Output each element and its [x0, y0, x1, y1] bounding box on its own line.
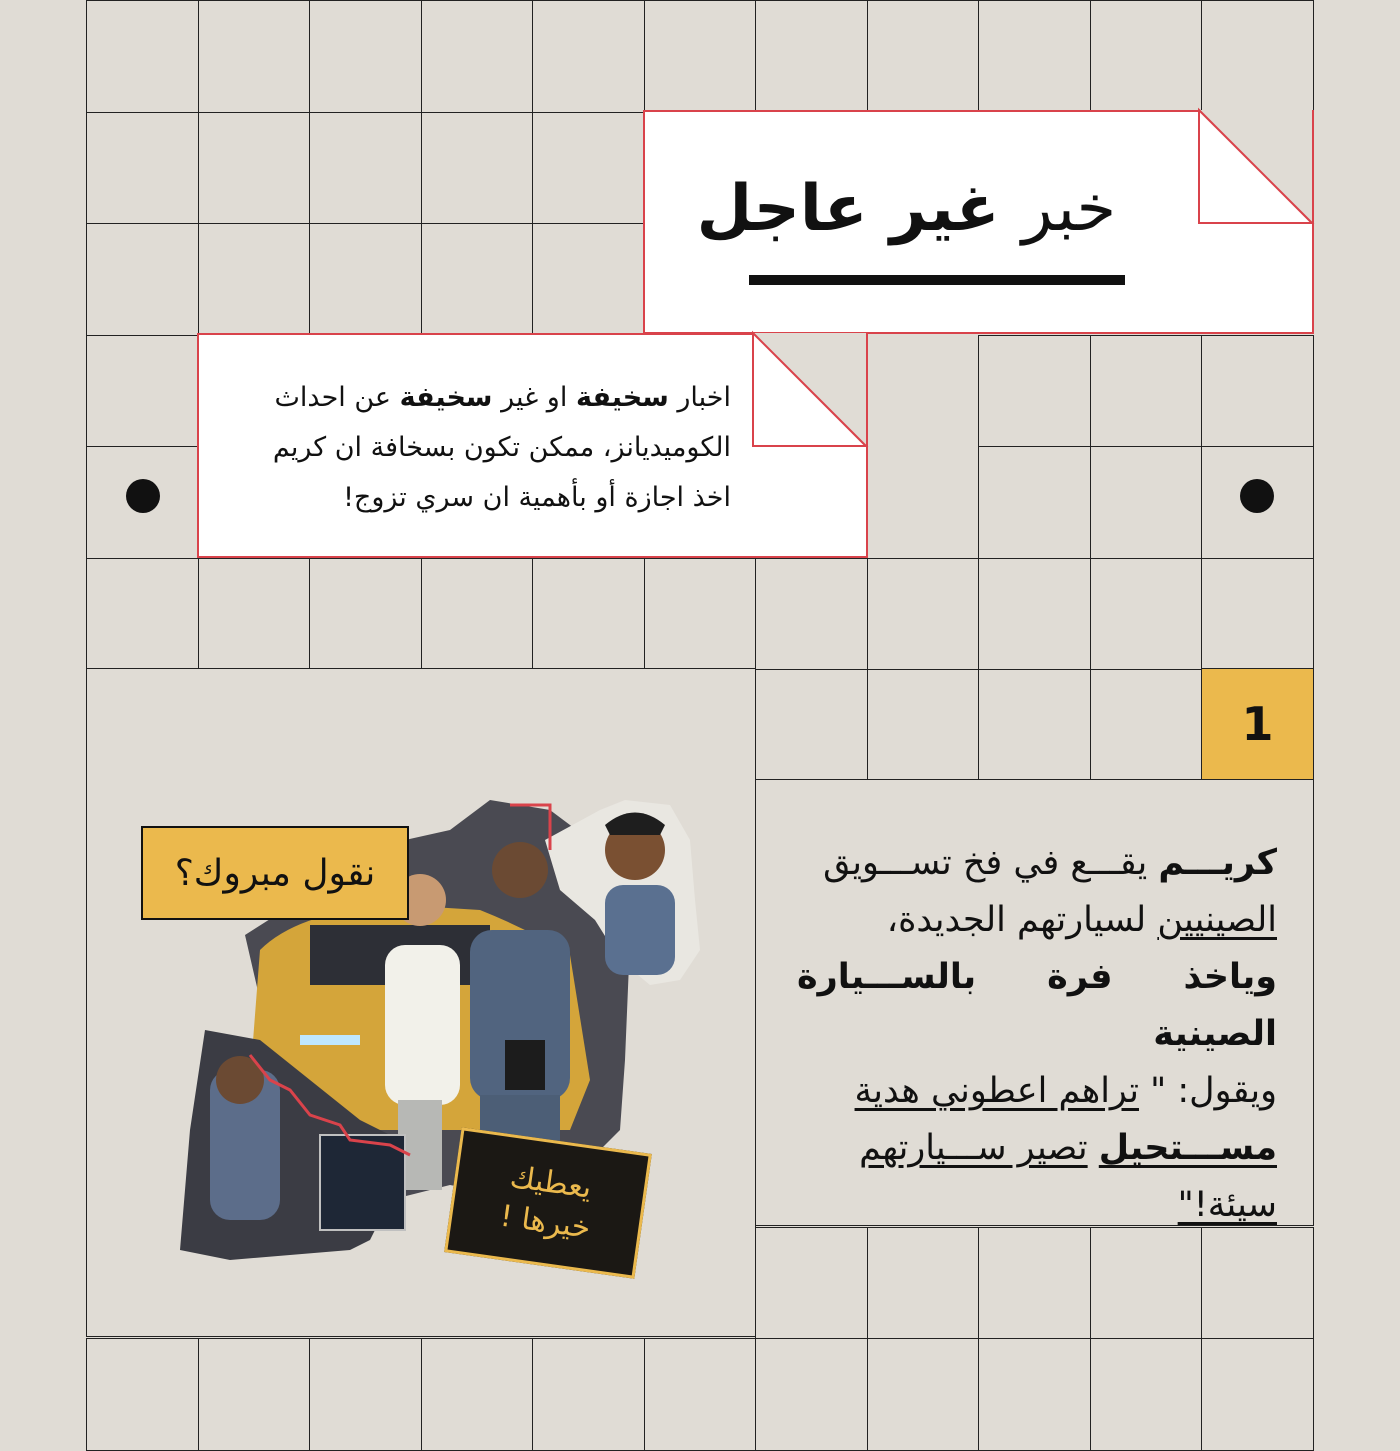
story-number: 1 — [1201, 668, 1314, 780]
grid-cell — [1201, 335, 1314, 448]
grid-cell — [1201, 1338, 1314, 1451]
grid-cell — [198, 112, 311, 225]
grid-cell — [1090, 558, 1203, 671]
grid-cell — [86, 558, 199, 671]
grid-cell — [978, 1338, 1091, 1451]
grid-cell — [867, 558, 980, 671]
grid-cell — [1201, 1227, 1314, 1340]
grid-cell — [532, 112, 645, 225]
grid-cell — [1201, 0, 1314, 113]
grid-cell — [867, 1338, 980, 1451]
grid-cell — [309, 112, 422, 225]
grid-cell — [198, 223, 311, 336]
title-card — [643, 110, 1314, 334]
grid-cell — [755, 669, 868, 782]
grid-cell — [867, 669, 980, 782]
grid-cell — [1090, 1338, 1203, 1451]
left-dot — [126, 479, 160, 513]
grid-cell — [198, 0, 311, 113]
person-white-shirt — [385, 945, 460, 1105]
grid-cell — [309, 223, 422, 336]
grid-cell — [755, 0, 868, 113]
grid-cell — [1090, 446, 1203, 559]
grid-cell — [644, 1338, 757, 1451]
grid-cell — [86, 223, 199, 336]
grid-cell — [755, 1338, 868, 1451]
grid-cell — [421, 558, 534, 671]
grid-cell — [86, 112, 199, 225]
grid-cell — [309, 558, 422, 671]
grid-cell — [867, 0, 980, 113]
grid-cell — [978, 1227, 1091, 1340]
grid-cell — [1090, 0, 1203, 113]
page-title: خبر غير عاجل — [696, 172, 1116, 246]
intro-card — [197, 333, 868, 558]
story-text: كريـــم يقـــع في فخ تســـويق الصينيين لسيارتهم الجديدة، وياخذ فرة بالســـيارة الصينية ويقول: " تراهم اعطوني هدية مســـتحيل تصير ســـيارتهم سيئة!" — [797, 843, 1277, 1225]
grid-cell — [421, 0, 534, 113]
sticker-congrats: نقول مبروك؟ — [141, 826, 409, 920]
grid-cell — [978, 0, 1091, 113]
folded-corner-icon — [1199, 110, 1314, 225]
grid-cell — [978, 558, 1091, 671]
grid-cell — [1090, 335, 1203, 448]
grid-cell — [1201, 558, 1314, 671]
grid-cell — [198, 558, 311, 671]
grid-cell — [86, 335, 199, 448]
grid-cell — [867, 1227, 980, 1340]
grid-cell — [755, 558, 868, 671]
grid-cell — [978, 669, 1091, 782]
grid-cell — [532, 223, 645, 336]
grid-cell — [644, 558, 757, 671]
grid-cell — [421, 223, 534, 336]
grid-cell — [309, 0, 422, 113]
grid-cell — [1090, 669, 1203, 782]
grid-cell — [1090, 1227, 1203, 1340]
grid-cell — [198, 1338, 311, 1451]
grid-cell — [978, 335, 1091, 448]
grid-cell — [978, 446, 1091, 559]
sticker-blessing: يعطيك خيرها ! — [444, 1127, 652, 1278]
grid-cell — [532, 0, 645, 113]
grid-cell — [309, 1338, 422, 1451]
folded-corner-icon — [753, 333, 868, 448]
grid-cell — [644, 0, 757, 113]
grid-cell — [86, 1338, 199, 1451]
title-underline — [749, 275, 1125, 285]
intro-text: اخبار سخيفة او غير سخيفة عن احداث الكوميديانز، ممكن تكون بسخافة ان كريم اخذ اجازة أو بأهمية ان سري تزوج! — [272, 382, 731, 513]
story-panel — [755, 779, 1314, 1226]
grid-cell — [532, 558, 645, 671]
grid-cell — [532, 1338, 645, 1451]
grid-cell — [421, 112, 534, 225]
grid-cell — [86, 0, 199, 113]
right-dot — [1240, 479, 1274, 513]
grid-cell — [421, 1338, 534, 1451]
